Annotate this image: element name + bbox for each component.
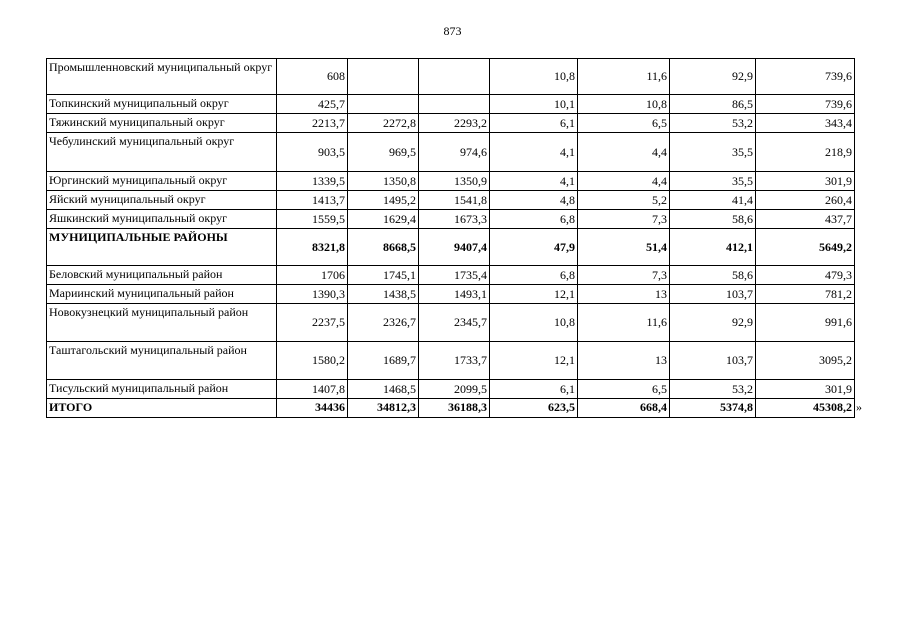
cell-value: 53,2 [670,380,756,399]
table-row [47,229,855,266]
cell-value: 6,1 [490,114,578,133]
cell-value: 92,9 [670,59,756,95]
cell-value: 412,1 [670,229,756,266]
cell-value: 1350,9 [419,172,490,191]
row-name: Промышленновский муниципальный округ [47,59,277,95]
closing-quote: » [856,400,862,414]
cell-value: 5374,8 [670,399,756,418]
cell-value: 437,7 [756,210,855,229]
cell-value: 13 [578,285,670,304]
cell-value: 45308,2 [756,399,855,418]
total-label: ИТОГО [47,399,277,418]
cell-value: 2272,8 [348,114,419,133]
cell-value: 4,1 [490,133,578,172]
cell-value: 668,4 [578,399,670,418]
cell-value: 1407,8 [277,380,348,399]
table-row [47,172,855,191]
cell-value: 1745,1 [348,266,419,285]
cell-value: 10,1 [490,95,578,114]
cell-value [348,59,419,95]
cell-value: 36188,3 [419,399,490,418]
cell-value: 1629,4 [348,210,419,229]
table-row [47,210,855,229]
table-row [47,59,855,95]
cell-value: 479,3 [756,266,855,285]
cell-value: 7,3 [578,210,670,229]
cell-value: 623,5 [490,399,578,418]
cell-value [348,95,419,114]
cell-value: 92,9 [670,304,756,342]
cell-value: 13 [578,342,670,380]
cell-value: 4,8 [490,191,578,210]
cell-value: 218,9 [756,133,855,172]
row-name: Яшкинский муниципальный округ [47,210,277,229]
cell-value: 739,6 [756,59,855,95]
cell-value: 58,6 [670,266,756,285]
cell-value: 4,1 [490,172,578,191]
cell-value: 34812,3 [348,399,419,418]
cell-value: 739,6 [756,95,855,114]
table-row [47,114,855,133]
cell-value: 974,6 [419,133,490,172]
cell-value: 51,4 [578,229,670,266]
table-row [47,285,855,304]
cell-value: 2326,7 [348,304,419,342]
row-name: Тисульский муниципальный район [47,380,277,399]
cell-value: 12,1 [490,342,578,380]
cell-value: 1495,2 [348,191,419,210]
cell-value: 6,8 [490,266,578,285]
cell-value: 3095,2 [756,342,855,380]
row-name: Таштагольский муниципальный район [47,342,277,380]
table-row [47,95,855,114]
cell-value [419,59,490,95]
cell-value: 8668,5 [348,229,419,266]
cell-value: 608 [277,59,348,95]
cell-value: 1689,7 [348,342,419,380]
cell-value: 10,8 [490,304,578,342]
cell-value: 8321,8 [277,229,348,266]
cell-value: 6,5 [578,114,670,133]
table-row [47,342,855,380]
cell-value: 1468,5 [348,380,419,399]
cell-value: 9407,4 [419,229,490,266]
cell-value: 425,7 [277,95,348,114]
cell-value: 260,4 [756,191,855,210]
cell-value: 47,9 [490,229,578,266]
cell-value: 991,6 [756,304,855,342]
cell-value: 2293,2 [419,114,490,133]
cell-value: 5649,2 [756,229,855,266]
cell-value: 41,4 [670,191,756,210]
cell-value: 103,7 [670,342,756,380]
cell-value: 969,5 [348,133,419,172]
cell-value: 1493,1 [419,285,490,304]
row-name: Мариинский муниципальный район [47,285,277,304]
cell-value: 6,8 [490,210,578,229]
cell-value: 2213,7 [277,114,348,133]
table-row [47,380,855,399]
cell-value: 1438,5 [348,285,419,304]
cell-value: 301,9 [756,380,855,399]
cell-value: 301,9 [756,172,855,191]
cell-value: 1339,5 [277,172,348,191]
cell-value: 7,3 [578,266,670,285]
cell-value: 53,2 [670,114,756,133]
cell-value: 1673,3 [419,210,490,229]
cell-value: 1350,8 [348,172,419,191]
cell-value: 1413,7 [277,191,348,210]
table-row [47,304,855,342]
cell-value: 6,1 [490,380,578,399]
cell-value: 781,2 [756,285,855,304]
row-name: Юргинский муниципальный округ [47,172,277,191]
row-name: Новокузнецкий муниципальный район [47,304,277,342]
data-table [46,58,855,418]
cell-value: 4,4 [578,172,670,191]
cell-value: 903,5 [277,133,348,172]
cell-value: 12,1 [490,285,578,304]
row-name: Топкинский муниципальный округ [47,95,277,114]
table-row [47,266,855,285]
total-row [47,399,855,418]
cell-value: 1580,2 [277,342,348,380]
section-heading: МУНИЦИПАЛЬНЫЕ РАЙОНЫ [47,229,277,266]
cell-value: 2345,7 [419,304,490,342]
row-name: Чебулинский муниципальный округ [47,133,277,172]
cell-value: 6,5 [578,380,670,399]
row-name: Тяжинский муниципальный округ [47,114,277,133]
table-row [47,191,855,210]
cell-value: 34436 [277,399,348,418]
cell-value: 103,7 [670,285,756,304]
row-name: Яйский муниципальный округ [47,191,277,210]
cell-value: 11,6 [578,304,670,342]
cell-value: 343,4 [756,114,855,133]
row-name: Беловский муниципальный район [47,266,277,285]
cell-value [419,95,490,114]
cell-value: 86,5 [670,95,756,114]
cell-value: 2099,5 [419,380,490,399]
cell-value: 35,5 [670,133,756,172]
cell-value: 1541,8 [419,191,490,210]
cell-value: 1559,5 [277,210,348,229]
cell-value: 4,4 [578,133,670,172]
cell-value: 1390,3 [277,285,348,304]
cell-value: 10,8 [490,59,578,95]
cell-value: 2237,5 [277,304,348,342]
cell-value: 5,2 [578,191,670,210]
page-number: 873 [443,24,462,38]
cell-value: 35,5 [670,172,756,191]
cell-value: 1733,7 [419,342,490,380]
cell-value: 58,6 [670,210,756,229]
cell-value: 11,6 [578,59,670,95]
cell-value: 10,8 [578,95,670,114]
table-row [47,133,855,172]
cell-value: 1706 [277,266,348,285]
cell-value: 1735,4 [419,266,490,285]
